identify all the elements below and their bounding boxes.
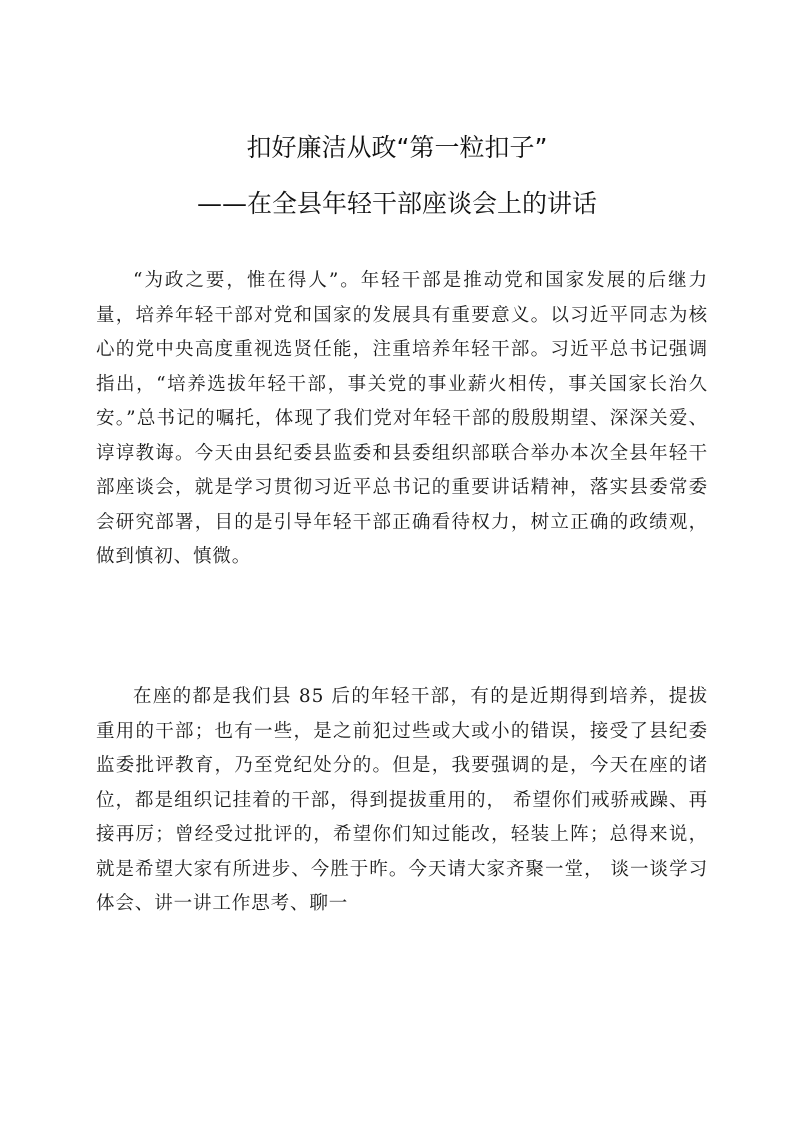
- body-paragraph: 在座的都是我们县 85 后的年轻干部，有的是近期得到培养，提拔重用的干部；也有一些，是之前犯过些或大或小的错误，接受了县纪委监委批评教育，乃至党纪处分的。但是，我要强调的是，今天在座的诸位，都是组织记挂着的干部，得到提拔重用的， 希望你们戒骄戒躁、再接再厉；曾经受过批评的，希望你们知过能改，轻装上阵；总得来说，就是希望大家有所进步、今胜于昨。今天请大家齐聚一堂， 谈一谈学习体会、讲一讲工作思考、聊一: [96, 686, 708, 914]
- body-paragraph: “为政之要，惟在得人”。年轻干部是推动党和国家发展的后继力量，培养年轻干部对党和国家的发展具有重要意义。以习近平同志为核心的党中央高度重视选贤任能，注重培养年轻干部。习近平总书记强调指出，“培养选拔年轻干部，事关党的事业薪火相传，事关国家长治久安。”总书记的嘱托，体现了我们党对年轻干部的殷殷期望、深深关爱、谆谆教诲。今天由县纪委县监委和县委组织部联合举办本次全县年轻干部座谈会，就是学习贯彻习近平总书记的重要讲话精神，落实县委常委会研究部署，目的是引导年轻干部正确看待权力，树立正确的政绩观，做到慎初、慎微。: [96, 270, 708, 567]
- document-subtitle: ——在全县年轻干部座谈会上的讲话: [196, 189, 597, 218]
- document-title: 扣好廉洁从政“第一粒扣子”: [246, 133, 548, 162]
